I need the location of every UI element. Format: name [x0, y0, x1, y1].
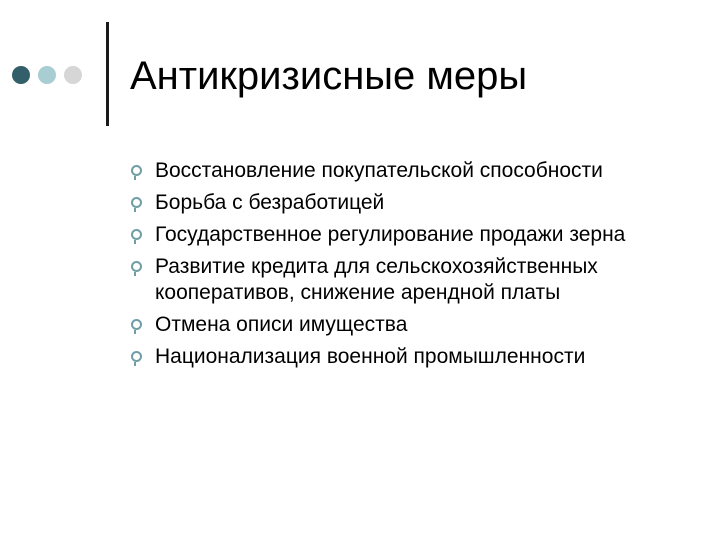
ring-bullet-icon: [131, 165, 142, 176]
ring-bullet-icon: [131, 197, 142, 208]
dot-dark-icon: [12, 66, 30, 84]
ring-bullet-icon: [131, 351, 142, 362]
ring-bullet-icon: [131, 229, 142, 240]
slide-title: Антикризисные меры: [130, 54, 528, 98]
decorative-dots: [12, 66, 90, 84]
bullet-item: [155, 222, 695, 248]
bullet-list: [155, 158, 695, 376]
bullet-text: Восстановление покупательской способности: [155, 159, 603, 182]
dot-gray-icon: [64, 66, 82, 84]
bullet-text: Государственное регулирование продажи зерна: [155, 223, 626, 246]
title-divider: [106, 22, 109, 126]
bullet-text: Отмена описи имущества: [155, 313, 408, 336]
ring-bullet-icon: [131, 319, 142, 330]
bullet-item: [155, 312, 695, 338]
ring-bullet-icon: [131, 261, 142, 272]
bullet-text: Национализация военной промышленности: [155, 345, 586, 368]
bullet-text: Борьба с безработицей: [155, 191, 385, 214]
bullet-item: [155, 190, 695, 216]
dot-light-icon: [38, 66, 56, 84]
bullet-text: Развитие кредита для сельскохозяйственных кооперативов, снижение арендной платы: [155, 255, 598, 304]
bullet-item: [155, 254, 695, 306]
bullet-item: [155, 344, 695, 370]
bullet-item: [155, 158, 695, 184]
